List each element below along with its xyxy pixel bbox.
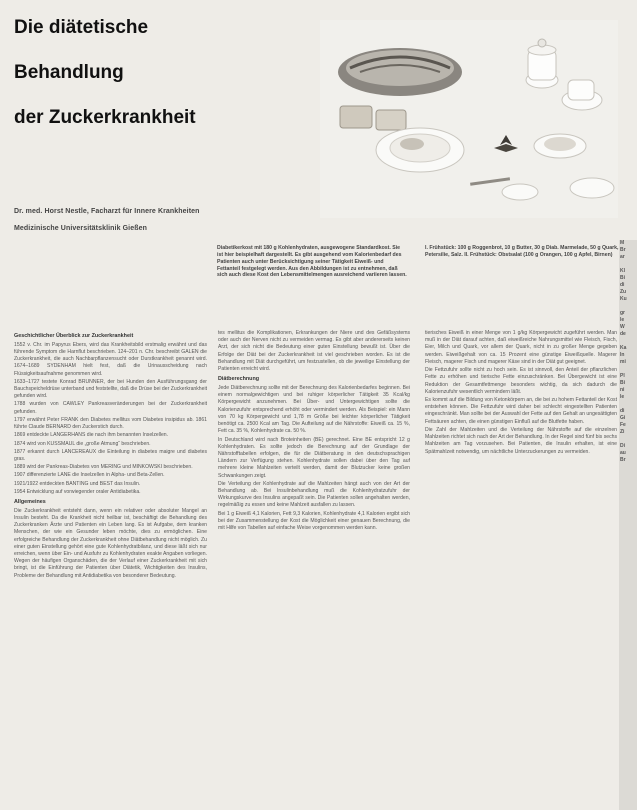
body-paragraph: 1633–1727 testete Konrad BRUNNER, der bei Hunden den Ausführungsgang der Bauchspeicheldrüse unterband und feststellte, daß die Drüse bei der Zuckerkrankheit gefunden wird.: [14, 378, 207, 400]
edge-fragment: [619, 366, 637, 373]
body-paragraph: Es kommt auf die Bildung von Ketonkörpern an, die bei zu hohem Fettanteil der Kost entstehen können. Die Fettzufuhr wird daher bei schlecht eingestellten Patienten eingeschränkt. Man sollte bei der Auswahl der Fette auf den Gehalt an ungesättigten Fettsäuren achten, die einen günstigen Einfluß auf die Blutfette haben.: [425, 396, 617, 425]
body-paragraph: Jede Diätberechnung sollte mit der Berechnung des Kalorienbedarfes beginnen. Bei einem normalgewichtigen und bei ruhiger körperlicher Tätigkeit 35 Kcal/kg Körpergewicht anzunehmen. Bei Über- und Untergewichtigen sollte die Kalorienzufuhr entsprechend erhöht oder vermindert werden. Als Beispiel: ein Mann von 70 kg Körpergewicht und 1,78 m Größe bei leichter körperlicher Tätigkeit benötigt ca. 2500 Kcal am Tag. Die Aufteilung auf die Nährstoffe: Eiweiß ca. 15 %, Fett ca. 35 %, Kohlenhydrate ca. 50 %.: [218, 384, 410, 435]
title-line-2: Behandlung: [14, 62, 124, 83]
body-paragraph: In Deutschland wird nach Broteinheiten (BE) gerechnet. Eine BE entspricht 12 g Kohlenhydraten. Es sollte jedoch die Berechnung auf der Grundlage der Nährstofftabellen erfolgen, die für die Diätberatung in den deutschsprachigen Ländern zur Verfügung stehen. Kohlenhydrate sollen dabei über den Tag auf mehrere kleine Mahlzeiten verteilt werden, damit der Blutzucker keine großen Schwankungen zeigt.: [218, 436, 410, 479]
title-line-1: Die diätetische: [14, 17, 149, 38]
edge-fragment: Bi: [620, 380, 625, 386]
edge-fragment: le: [620, 317, 625, 323]
text-column-2: [218, 330, 410, 808]
edge-fragment: In: [620, 352, 625, 358]
text-column-1: [14, 330, 207, 808]
edge-fragment: Zi: [620, 429, 625, 435]
edge-fragment: Fe: [620, 422, 626, 428]
body-paragraph: 1788 wurden von CAWLEY Pankreasveränderungen bei der Zuckerkrankheit gefunden.: [14, 401, 207, 415]
edge-fragment: le: [620, 394, 625, 400]
body-paragraph: 1921/1922 entdeckten BANTING und BEST das Insulin.: [14, 480, 141, 487]
section-heading: Geschichtlicher Überblick zur Zuckerkrankheit: [14, 333, 134, 339]
edge-fragment: [619, 303, 637, 310]
author-name: Dr. med. Horst Nestle, Facharzt für Innere Krankheiten: [14, 208, 200, 215]
edge-fragment: ar: [620, 254, 625, 260]
edge-fragment: [619, 436, 637, 443]
adjacent-page-edge: [619, 240, 637, 810]
body-paragraph: Die Zahl der Mahlzeiten und die Verteilung der Nährstoffe auf die einzelnen Mahlzeiten richtet sich nach der Art der Behandlung. In der Regel sind fünf bis sechs Mahlzeiten am Tag vorzusehen. Bei Patienten, die Insulin erhalten, ist eine Spätmahlzeit notwendig, um nächtliche Unterzuckerungen zu vermeiden.: [425, 426, 617, 455]
byline: [14, 208, 314, 242]
edge-fragment: Pl: [620, 373, 625, 379]
edge-fragment: ni: [620, 387, 625, 393]
edge-fragment: de: [620, 331, 626, 337]
body-paragraph: 1889 wird der Pankreas-Diabetes von MERING und MINKOWSKI beschrieben.: [14, 464, 193, 471]
edge-fragment: Br: [620, 247, 626, 253]
body-paragraph: 1877 erkannt durch LANCEREAUX die Einteilung in diabetes maigre und diabetes gras.: [14, 448, 207, 462]
body-paragraph: Die Fettzufuhr sollte nicht zu hoch sein. Es ist sinnvoll, den Anteil der pflanzlichen Fette zu erhöhen und tierische Fette einzuschränken. Bei Übergewicht ist eine Reduktion der Gesamtfettmenge besonders wichtig, da sich dadurch die Kalorienzufuhr wesentlich vermindern läßt.: [425, 367, 617, 395]
title-line-3: der Zuckerkrankheit: [14, 107, 196, 128]
edge-fragment: Gi: [620, 415, 626, 421]
edge-fragment: gr: [620, 310, 625, 316]
body-paragraph: tierisches Eiweiß in einer Menge von 1 g/kg Körpergewicht zugeführt werden. Man muß in der Diät darauf achten, daß eiweißreiche Nahrungsmittel wie Fleisch, Fisch, Eier, Milch und Quark, vor allem der Quark, nicht in zu großer Menge gegeben werden. Eiweißgehalt von ca. 15 Prozent eine günstige Eiweißquelle. Magerer Fleisch, magerer Fisch und magerer Käse sind in der Diät gut geeignet.: [425, 330, 617, 365]
edge-fragment: Ka: [620, 345, 627, 351]
edge-fragment: W: [620, 324, 625, 330]
body-paragraph: 1874 wird von KUSSMAUL die „große Atmung“ beschrieben.: [14, 440, 151, 447]
body-paragraph: 1797 erwähnt Peter FRANK den Diabetes mellitus vom Diabetes insipidus ab. 1861 führte Claude BERNARD den Zuckerstich durch.: [14, 416, 207, 431]
text-column-3: [425, 330, 617, 808]
edge-fragment: Ku: [620, 296, 627, 302]
edge-fragment: mi: [620, 359, 626, 365]
body-paragraph: Bei 1 g Eiweiß 4,1 Kalorien, Fett 9,3 Kalorien, Kohlenhydrate 4,1 Kalorien ergibt sich bei der Zusammenstellung der Kost die Möglichkeit einer genauen Berechnung, die mit Hilfe von Tabellen auf einfache Weise vorgenommen werden kann.: [218, 510, 410, 532]
author-affiliation: Medizinische Universitätsklinik Gießen: [14, 225, 147, 232]
breakfast-photo: [320, 20, 618, 218]
body-paragraph: Die Zuckerkrankheit entsteht dann, wenn ein relativer oder absoluter Mangel an Insulin besteht. Da die Krankheit nicht heilbar ist, beschäftigt die Behandlung des Zuckerkranken Ärzte und Patienten ein Leben lang. Es ist Aufgabe, dem kranken Menschen, der wie ein Gesunder leben möchte, dies zu ermöglichen. Eine erfolgreiche Behandlung der Zuckerkrankheit ohne Diätbehandlung nicht möglich. Zu einer guten Einstellung gehört eine gute Kohlenhydratbilanz, und diese läßt sich nur erreichen, wenn über Ein- und Ausfuhr zu Kohlenhydraten exakte Angaben vorliegen. Wegen der häufigen Organschäden, die der Verlauf einer Zuckerkrankheit mit sich bringt, ist die Einführung der Patienten über Diätetik, Wichtigkeiten des Insulins, Probleme der Behandlung mit Antidiabetika von besonderer Bedeutung.: [14, 507, 207, 579]
edge-fragment: di: [620, 282, 625, 288]
edge-fragment: [619, 401, 637, 408]
photo-caption-menu: I. Frühstück: 100 g Roggenbrot, 10 g Butter, 30 g Diab. Marmelade, 50 g Quark, Petersilie, Salz. II. Frühstück: Obstsalat (100 g Orangen, 100 g Apfel, Birnen): [425, 245, 619, 258]
body-paragraph: 1907 differenzierte LANE die Inselzellen in Alpha- und Beta-Zellen.: [14, 472, 165, 479]
edge-fragment: Di: [620, 443, 625, 449]
body-paragraph: 1954 Entwicklung auf vorwiegender oraler Antidiabetika.: [14, 488, 141, 495]
body-paragraph: 1552 v. Chr. im Papyrus Ebers, wird das Krankheitsbild erstmalig erwähnt und das führende Symptom die Harnflut beschrieben. 124–201 n. Chr. beschreibt GALEN die Zuckerkrankheit, die auch Nachbarpflanzensucht oder Durstkrankheit genannt wird. 1674–1689 SYDENHAM hielt fest, daß die Urinausscheidung nach Flüssigkeitsaufnahme genommen wird.: [14, 341, 207, 377]
body-paragraph: tes mellitus die Komplikationen, Erkrankungen der Niere und des Gefäßsystems oder auch der Nerven nicht zu vermeiden vermag. Es gibt aber andererseits keinen Arzt, der sich nicht die Bedeutung einer guten Einstellung bewußt ist. Über die Erfolge der Diät bei der Zuckerkrankheit ist viel geschrieben worden. Es ist die Behandlung mit Diät durchgeführt, um festzustellen, ob die jeweilige Einstellung der Patienten erreicht wird.: [218, 330, 410, 373]
edge-fragment: di: [620, 408, 625, 414]
edge-fragment: [619, 261, 637, 268]
edge-fragment: [619, 338, 637, 345]
photo-caption-main: Diabetikerkost mit 180 g Kohlenhydraten, ausgewogene Standardkost. Sie ist hier beispielhaft dargestellt. Es gibt ausgehend vom Kalorienbedarf des Patienten auch unter Berücksichtigung seiner Tätigkeit Eiweiß- und Fettanteil festgelegt werden. Aus den Abbildungen ist zu entnehmen, daß sich auch diese Kost den Lebensmittelmengen ausreichend variieren lassen.: [217, 245, 407, 279]
edge-fragment: M: [620, 240, 625, 246]
edge-fragment: Zu: [620, 289, 627, 295]
body-paragraph: 1869 entdeckte LANGERHANS die nach ihm benannten Inselzellen.: [14, 432, 169, 439]
section-heading: Diätberechnung: [218, 376, 260, 383]
section-heading: Allgemeines: [14, 499, 46, 506]
article-title: [14, 18, 314, 153]
body-paragraph: Die Verteilung der Kohlenhydrate auf die Mahlzeiten hängt auch von der Art der Behandlung ab. Bei Insulinbehandlung muß die Kohlenhydratzufuhr der Wirkungskurve des Insulins angepaßt sein. Die Patienten sollen angehalten werden, regelmäßig zu essen und keine Mahlzeit ausfallen zu lassen.: [218, 480, 410, 509]
edge-fragment: Bi: [620, 275, 625, 281]
edge-fragment: Kl: [620, 268, 625, 274]
breakfast-table-illustration: [320, 20, 618, 218]
edge-fragment: Br: [620, 457, 626, 463]
edge-fragment: au: [620, 450, 626, 456]
